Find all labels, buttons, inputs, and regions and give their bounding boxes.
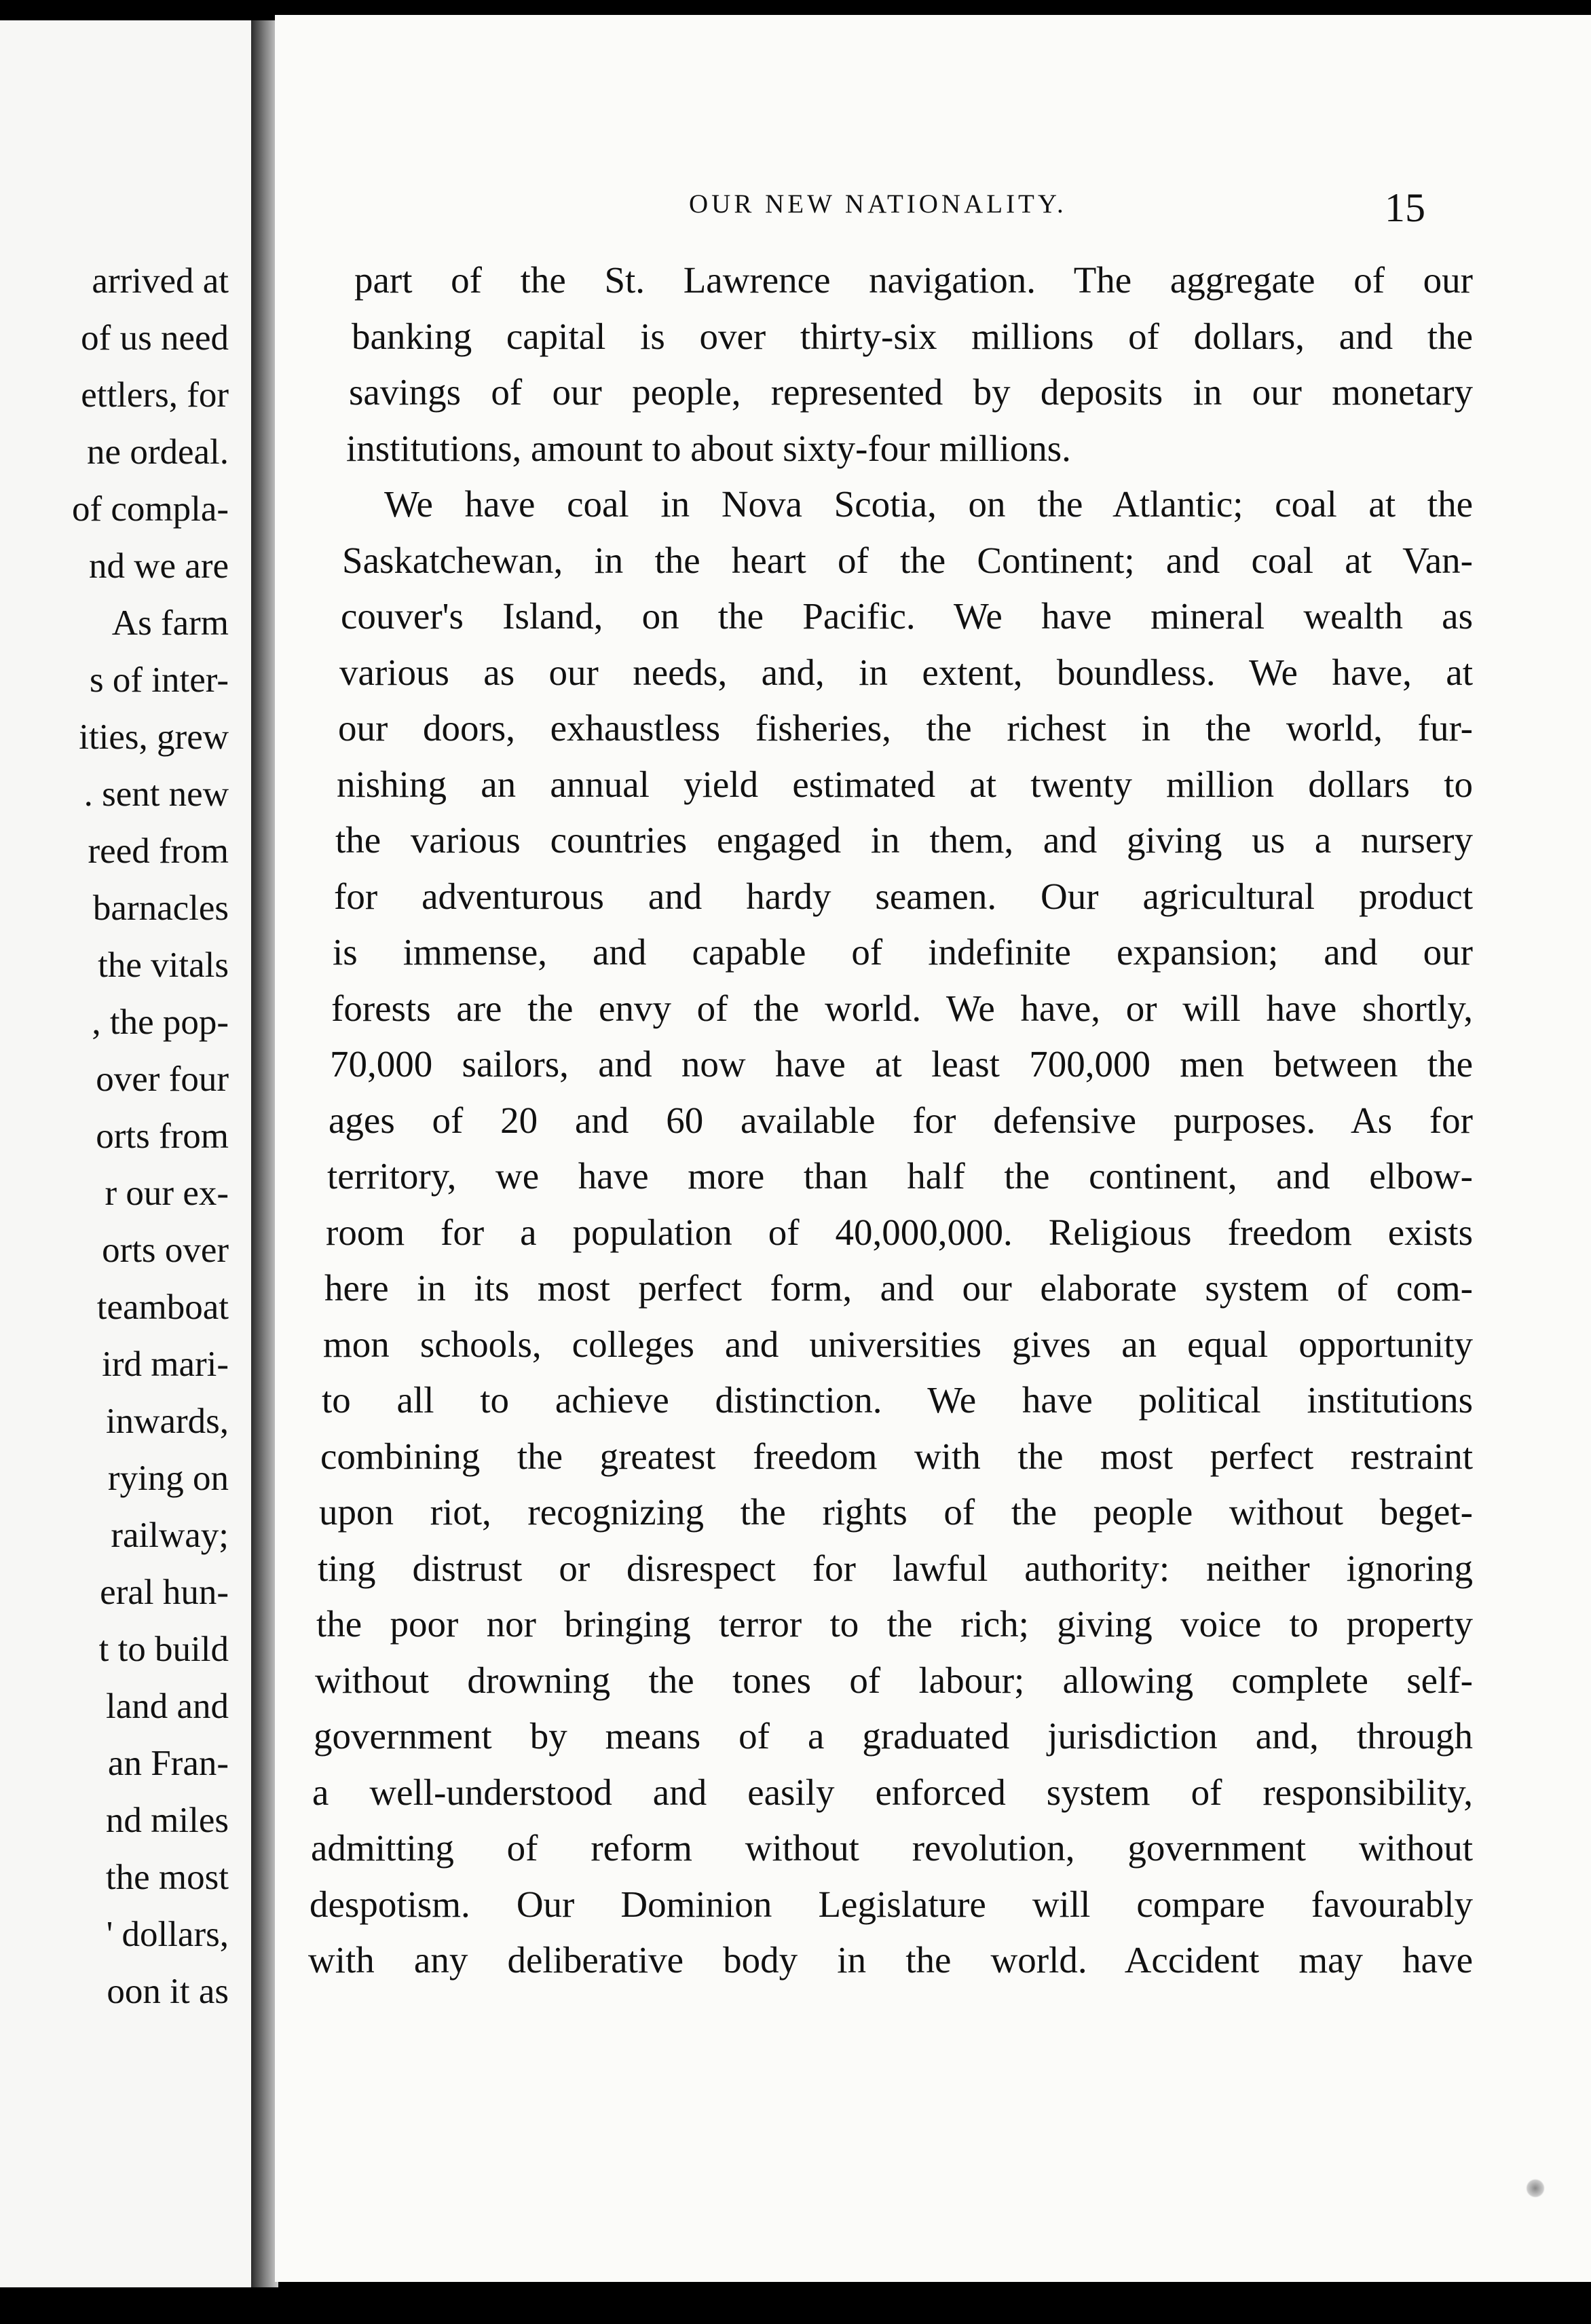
facing-page-line: arrived at xyxy=(92,261,229,301)
text-line: couver's Island, on the Pacific. We have mineral wealth as xyxy=(341,595,1473,637)
facing-page-line: ird mari- xyxy=(102,1345,229,1384)
text-line: institutions, amount to about sixty-four millions. xyxy=(346,427,1071,469)
text-line: We have coal in Nova Scotia, on the Atlantic; coal at the xyxy=(384,483,1473,525)
text-line: combining the greatest freedom with the most perfect restraint xyxy=(320,1435,1473,1477)
text-line: the various countries engaged in them, and giving us a nursery xyxy=(335,819,1473,861)
facing-page-line: an Fran- xyxy=(107,1744,229,1783)
facing-page-line: nd we are xyxy=(89,546,229,586)
facing-page-line: rying on xyxy=(107,1459,229,1498)
facing-page-line: ities, grew xyxy=(79,717,229,757)
scan-smudge xyxy=(1526,2179,1545,2198)
facing-page-line: the vitals xyxy=(98,945,229,985)
facing-page-line: orts from xyxy=(96,1117,229,1156)
facing-page-line: land and xyxy=(105,1687,229,1726)
facing-page-line: s of inter- xyxy=(90,660,229,700)
text-line: our doors, exhaustless fisheries, the richest in the world, fur- xyxy=(338,707,1473,749)
facing-page-line: eral hun- xyxy=(100,1573,229,1612)
text-line: for adventurous and hardy seamen. Our agricultural product xyxy=(334,875,1473,917)
text-line: government by means of a graduated jurisdiction and, through xyxy=(314,1715,1473,1757)
facing-page-line: t to build xyxy=(98,1630,229,1669)
facing-page-line: barnacles xyxy=(92,888,229,928)
text-line: to all to achieve distinction. We have political institutions xyxy=(322,1379,1473,1421)
text-line: banking capital is over thirty-six millions of dollars, and the xyxy=(352,315,1473,357)
facing-page-line: of us need xyxy=(81,318,229,358)
text-line: mon schools, colleges and universities gives an equal opportunity xyxy=(323,1323,1473,1365)
body-text xyxy=(308,252,1473,1989)
facing-page-line: oon it as xyxy=(107,1972,229,2011)
text-line: room for a population of 40,000,000. Religious freedom exists xyxy=(326,1211,1473,1253)
page-number: 15 xyxy=(1385,185,1425,230)
facing-page-line: orts over xyxy=(102,1231,229,1270)
text-line: is immense, and capable of indefinite expansion; and our xyxy=(333,931,1473,973)
facing-page-line: over four xyxy=(96,1060,229,1099)
text-line: part of the St. Lawrence navigation. The aggregate of our xyxy=(354,259,1473,301)
text-line: here in its most perfect form, and our elaborate system of com- xyxy=(324,1267,1473,1309)
running-title: OUR NEW NATIONALITY. xyxy=(689,189,1067,219)
facing-page-line: reed from xyxy=(88,831,229,871)
text-line: nishing an annual yield estimated at twenty million dollars to xyxy=(337,763,1473,805)
text-line: a well-understood and easily enforced system of responsibility, xyxy=(312,1771,1473,1813)
facing-page-line: teamboat xyxy=(96,1288,229,1327)
facing-page-line: nd miles xyxy=(105,1801,229,1840)
text-line: ting distrust or disrespect for lawful authority: neither ignoring xyxy=(318,1547,1473,1589)
book-gutter-shadow xyxy=(251,20,278,2287)
facing-page-line: ne ordeal. xyxy=(87,432,229,472)
facing-page-line: , the pop- xyxy=(92,1002,229,1042)
text-line: various as our needs, and, in extent, boundless. We have, at xyxy=(339,651,1473,693)
text-line: 70,000 sailors, and now have at least 700,000 men between the xyxy=(330,1043,1473,1085)
text-line: the poor nor bringing terror to the rich; giving voice to property xyxy=(316,1603,1473,1645)
text-line: admitting of reform without revolution, government without xyxy=(311,1827,1473,1869)
text-line: Saskatchewan, in the heart of the Continent; and coal at Van- xyxy=(342,539,1473,581)
text-line: without drowning the tones of labour; allowing complete self- xyxy=(315,1659,1473,1701)
text-line: territory, we have more than half the continent, and elbow- xyxy=(327,1155,1473,1197)
text-line: with any deliberative body in the world. Accident may have xyxy=(308,1939,1473,1981)
text-line: despotism. Our Dominion Legislature will compare favourably xyxy=(310,1883,1473,1925)
facing-page-line: ettlers, for xyxy=(81,375,229,415)
facing-page-line: railway; xyxy=(111,1516,229,1555)
facing-page-line: ' dollars, xyxy=(106,1915,229,1954)
facing-page-line: . sent new xyxy=(83,774,229,814)
facing-page-line: the most xyxy=(105,1858,229,1897)
facing-page-line: r our ex- xyxy=(105,1174,229,1213)
facing-page-line: As farm xyxy=(111,603,229,643)
text-line: ages of 20 and 60 available for defensive purposes. As for xyxy=(329,1099,1473,1141)
text-line: upon riot, recognizing the rights of the people without beget- xyxy=(319,1491,1473,1533)
facing-page-fragment xyxy=(0,20,255,2287)
facing-page-line: inwards, xyxy=(105,1402,229,1441)
text-line: savings of our people, represented by deposits in our monetary xyxy=(349,371,1473,413)
text-line: forests are the envy of the world. We have, or will have shortly, xyxy=(331,987,1473,1029)
facing-page-line: of compla- xyxy=(71,489,229,529)
